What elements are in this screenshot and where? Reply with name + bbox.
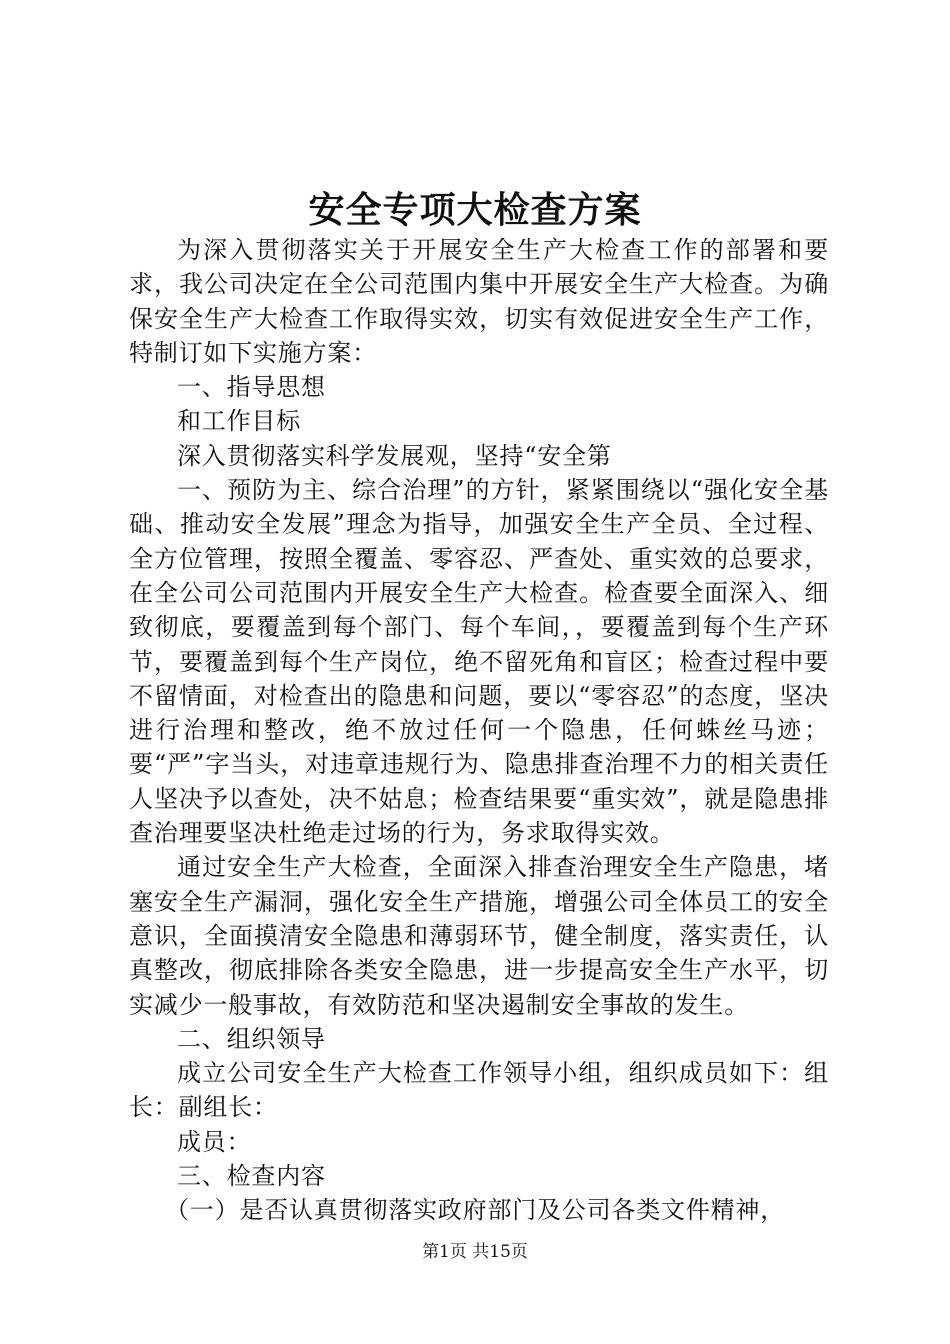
paragraph-leadership-group: 成立公司安全生产大检查工作领导小组，组织成员如下：组长：副组长： [129, 1059, 829, 1122]
heading-guiding-thought: 一、指导思想 [177, 373, 326, 402]
paragraph-inspection-item-1: （一）是否认真贯彻落实政府部门及公司各类文件精神， [165, 1196, 785, 1225]
paragraph-guiding-principle: 一、预防为主、综合治理”的方针，紧紧围绕以“强化安全基础、推动安全发展”理念为指导，加强安全生产全员、全过程、全方位管理，按照全覆盖、零容忍、严查处、重实效的总要求，在全公司公司范围内开展安全生产大检查。检查要全面深入、细致彻底，要覆盖到每个部门、每个车间，，要覆盖到每个生产环节，要覆盖到每个生产岗位，绝不留死角和盲区；检查过程中要不留情面，对检查出的隐患和问题，要以“零容忍”的态度，坚决进行治理和整改，绝不放过任何一个隐患，任何蛛丝马迹；要“严”字当头，对违章违规行为、隐患排查治理不力的相关责任人坚决予以查处，决不姑息；检查结果要“重实效”，就是隐患排查治理要坚决杜绝走过场的行为，务求取得实效。 [129, 476, 829, 848]
page-number-footer: 第1页 共15页 [422, 1242, 528, 1262]
heading-organization: 二、组织领导 [177, 1024, 326, 1053]
document-title: 安全专项大检查方案 [308, 189, 642, 231]
paragraph-guiding-start: 深入贯彻落实科学发展观，坚持“安全第 [177, 441, 612, 470]
paragraph-intro: 为深入贯彻落实关于开展安全生产大检查工作的部署和要求，我公司决定在全公司范围内集中开展安全生产大检查。为确保安全生产大检查工作取得实效，切实有效促进安全生产工作，特制订如下实施方案： [129, 236, 829, 367]
paragraph-members: 成员： [177, 1127, 252, 1156]
heading-inspection-content: 三、检查内容 [177, 1162, 326, 1191]
paragraph-goal: 通过安全生产大检查，全面深入排查治理安全生产隐患，堵塞安全生产漏洞，强化安全生产措施，增强公司全体员工的安全意识，全面摸清安全隐患和薄弱环节，健全制度，落实责任，认真整改，彻底排除各类安全隐患，进一步提高安全生产水平，切实减少一般事故，有效防范和坚决遏制安全事故的发生。 [129, 853, 829, 1019]
heading-work-goal: 和工作目标 [177, 407, 301, 436]
document-body [129, 233, 829, 1228]
